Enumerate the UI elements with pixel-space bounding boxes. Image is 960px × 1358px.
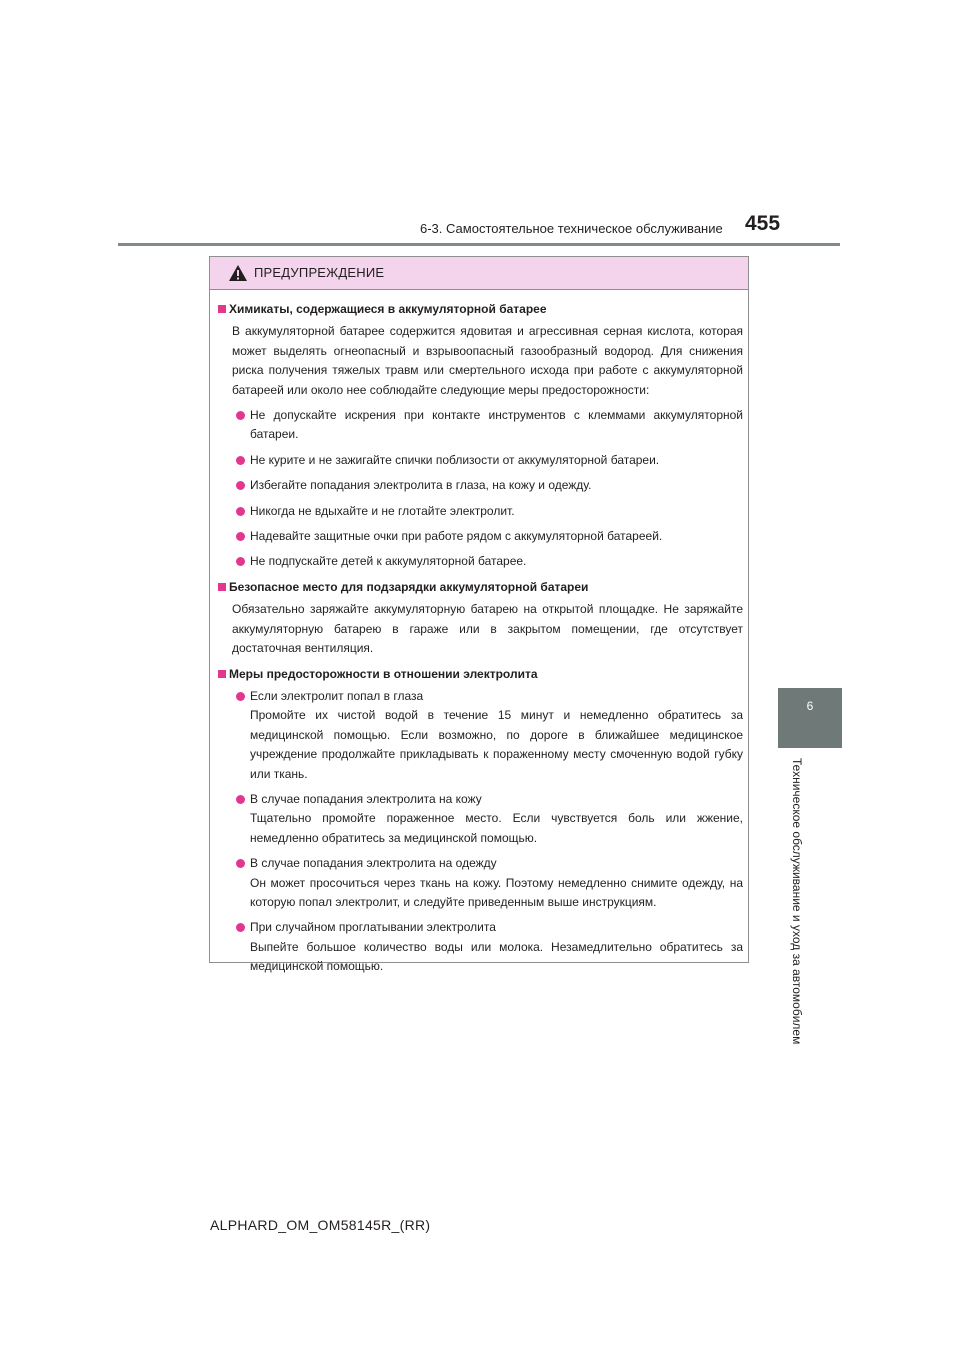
chapter-title: Техническое обслуживание и уход за автомобилем: [790, 758, 804, 1045]
section-heading: Меры предосторожности в отношении электролита: [218, 665, 743, 684]
list-item: В случае попадания электролита на одежду Он может просочиться через ткань на кожу. Поэтому немедленно снимите одежду, на которую попал электролит, и следуйте приведенным выше инструкциям.: [232, 854, 743, 912]
section-heading: Химикаты, содержащиеся в аккумуляторной батарее: [218, 300, 743, 319]
chapter-number: 6: [806, 699, 814, 713]
list-item: Если электролит попал в глаза Промойте их чистой водой в течение 15 минут и немедленно обратитесь за медицинской помощью. Если возможно, по дороге в ближайшее медицинское учреждение продолжайте прикладывать к пораженному месту смоченную водой губку или ткань.: [232, 687, 743, 784]
warning-content: [218, 300, 743, 983]
section-header: 6-3. Самостоятельное техническое обслуживание: [420, 221, 723, 236]
section-heading: Безопасное место для подзарядки аккумуляторной батареи: [218, 578, 743, 597]
chapter-tab[interactable]: [778, 688, 842, 748]
circle-bullet-icon: [236, 923, 245, 932]
square-bullet-icon: [218, 583, 226, 591]
circle-bullet-icon: [236, 411, 245, 420]
document-code: ALPHARD_OM_OM58145R_(RR): [210, 1217, 431, 1233]
section-text: В аккумуляторной батарее содержится ядовитая и агрессивная серная кислота, которая может выделять огнеопасный и взрывоопасный газообразный водород. Для снижения риска получения тяжелых травм или смертельного исхода при работе с аккумуляторной батареей или около нее соблюдайте следующие меры предосторожности:: [232, 324, 743, 397]
list-item: Никогда не вдыхайте и не глотайте электролит.: [232, 502, 743, 521]
list-item: Не курите и не зажигайте спички поблизости от аккумуляторной батареи.: [232, 451, 743, 470]
circle-bullet-icon: [236, 795, 245, 804]
square-bullet-icon: [218, 305, 226, 313]
circle-bullet-icon: [236, 456, 245, 465]
circle-bullet-icon: [236, 859, 245, 868]
page-number: 455: [745, 212, 781, 235]
circle-bullet-icon: [236, 532, 245, 541]
warning-title: ПРЕДУПРЕЖДЕНИЕ: [254, 265, 385, 280]
list-item: Избегайте попадания электролита в глаза, на кожу и одежду.: [232, 476, 743, 495]
list-item: В случае попадания электролита на кожу Тщательно промойте пораженное место. Если чувствуется боль или жжение, немедленно обратитесь за медицинской помощью.: [232, 790, 743, 848]
warning-triangle-icon: [228, 264, 248, 282]
circle-bullet-icon: [236, 507, 245, 516]
warning-header: [210, 257, 748, 290]
circle-bullet-icon: [236, 692, 245, 701]
circle-bullet-icon: [236, 481, 245, 490]
square-bullet-icon: [218, 670, 226, 678]
warning-box: [209, 256, 749, 974]
list-item: Не подпускайте детей к аккумуляторной батарее.: [232, 552, 743, 571]
chapter-side-label: [790, 758, 810, 1078]
section-text: Обязательно заряжайте аккумуляторную батарею на открытой площадке. Не заряжайте аккумуляторную батарею в гараже или в закрытом помещении, где отсутствует достаточная вентиляция.: [232, 602, 743, 656]
list-item: Не допускайте искрения при контакте инструментов с клеммами аккумуляторной батареи.: [232, 406, 743, 445]
list-item: При случайном проглатывании электролита Выпейте большое количество воды или молока. Незамедлительно обратитесь за медицинской помощью.: [232, 918, 743, 976]
header-divider: [118, 243, 840, 246]
circle-bullet-icon: [236, 557, 245, 566]
list-item: Надевайте защитные очки при работе рядом с аккумуляторной батареей.: [232, 527, 743, 546]
